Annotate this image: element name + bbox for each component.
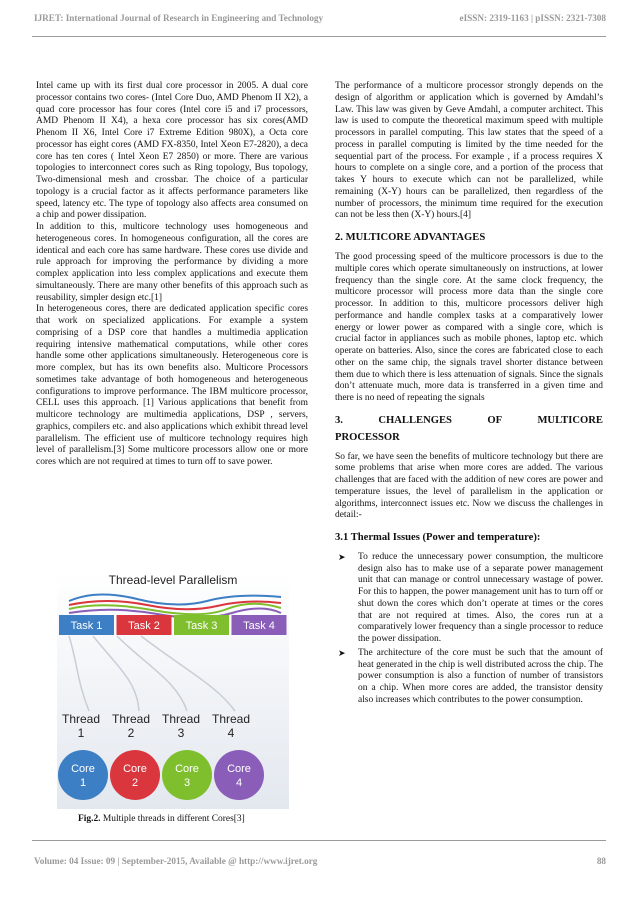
core-word-2: Core xyxy=(123,763,147,775)
core-circle-1 xyxy=(58,750,108,800)
left-paragraph-2: In addition to this, multicore technology uses homogeneous and heterogeneous cores. In homogeneous configuration, all the cores are identical and each core has same hardware. These cores use divide and rule approach for improving the performance by dividing a more complex application into less complex applications and execute them simultaneously. There are many other benefits of this approach such as reusability, simpler design etc.[1] xyxy=(36,222,308,303)
issn: eISSN: 2319-1163 | pISSN: 2321-7308 xyxy=(459,13,606,23)
section-heading-advantages: 2. MULTICORE ADVANTAGES xyxy=(335,232,486,243)
right-paragraph-2: The good processing speed of the multicore processors is due to the multiple cores which operate simultaneously on instructions, at lower frequency than the single core. At the same clock frequency, the multicore processor will process more data than the single core processor. In addition to this, multicore processors deliver high performance and handle complex tasks at a comparatively lower energy or lower power as compared with a single core, which is crucial factor in appliances such as mobile phones, laptop etc. which operate on batteries. Also, since the cores are fabricated close to each other on the same chip, the signals travel shorter distance between them due to which there is less attenuation of signals. Since the signals don’t attenuate much, more data is transferred in a given time and there is no need of repeating the signals xyxy=(335,252,603,403)
footer-rule xyxy=(32,840,606,841)
list-item: ➤ The architecture of the core must be such that the amount of heat generated in the chip is well distributed across the chip. The power consumption is also a function of number of transistors on a chip. When more cores are added, the transistor density also increases which contributes to the power consumption. xyxy=(338,647,603,705)
list-item: ➤ To reduce the unnecessary power consumption, the multicore design also has to make use of a separate power management unit that can manage or control unnecessary wastage of power. For this to happen, the power management unit has to turn off or shut down the cores which don’t operate at times or the cores that are not required at times. Also, the cores run at a comparatively lower frequency than a single processor to reduce the power dissipation. xyxy=(338,551,603,644)
core-circle-3 xyxy=(162,750,212,800)
right-paragraph-3: So far, we have seen the benefits of multicore technology but there are some problems that arise when more cores are added. The various challenges that are faced with the addition of new cores are power and temperature issues, the level of parallelism in the application or algorithms, interconnect issues etc. Now we discuss the challenges in detail:- xyxy=(335,451,603,521)
thread-number-3: 3 xyxy=(177,726,185,740)
core-number-4: 4 xyxy=(235,777,243,789)
core-word-3: Core xyxy=(175,763,199,775)
task-label-2: Task 2 xyxy=(128,620,160,632)
core-circle-2 xyxy=(110,750,160,800)
core-circle-4 xyxy=(214,750,264,800)
thread-number-4: 4 xyxy=(227,726,235,740)
subsection-heading-thermal: 3.1 Thermal Issues (Power and temperature): xyxy=(335,532,541,543)
left-column xyxy=(36,81,308,469)
page-footer xyxy=(32,840,606,880)
volume-info: Volume: 04 Issue: 09 | September-2015, Available @ http://www.ijret.org xyxy=(34,856,318,866)
core-word-4: Core xyxy=(227,763,251,775)
thread-number-2: 2 xyxy=(127,726,135,740)
figure-caption: Fig.2. Multiple threads in different Cores[3] xyxy=(78,814,245,824)
core-number-2: 2 xyxy=(131,777,139,789)
right-paragraph-1: The performance of a multicore processor strongly depends on the design of algorithm or application which is governed by Amdahl’s Law. This law was given by Geve Amdahl, a computer architect. This law is used to compute the theoretical maximum speed with multiple processors in parallel computing. This law states that the speed of a process in parallel computing is limited by the time needed for the sequential part of the process. For example , if a process requires X hours to complete on a single core, and a portion of the process that takes Y hours to execute which can not be parallelized, while remaining (X-Y) hours can be parallelized, then regardless of the number of processors, the minimum time required for the execution can not be less then (X-Y) hours.[4] xyxy=(335,81,603,221)
header-rule xyxy=(32,36,606,37)
right-column xyxy=(335,81,603,709)
core-number-1: 1 xyxy=(79,777,87,789)
thread-word-2: Thread xyxy=(111,712,151,726)
section-heading-challenges-cont: PROCESSOR xyxy=(335,431,400,443)
thread-parallelism-figure xyxy=(57,571,289,809)
thread-word-3: Thread xyxy=(161,712,201,726)
arrow-bullet-icon: ➤ xyxy=(338,647,346,658)
page-header xyxy=(32,9,606,33)
task-label-3: Task 3 xyxy=(185,620,218,632)
page-number: 88 xyxy=(596,856,606,866)
thread-word-4: Thread xyxy=(211,712,251,726)
section-heading-challenges: 3. CHALLENGES OF MULTICORE xyxy=(335,414,603,426)
figure-title: Thread-level Parallelism xyxy=(108,573,238,587)
core-number-3: 3 xyxy=(183,777,191,789)
arrow-bullet-icon: ➤ xyxy=(338,551,346,562)
thread-number-1: 1 xyxy=(77,726,85,740)
journal-title: IJRET: International Journal of Research in Engineering and Technology xyxy=(34,13,324,23)
task-label-1: Task 1 xyxy=(70,620,103,632)
left-paragraph-1: Intel came up with its first dual core processor in 2005. A dual core processor contains two cores- (Intel Core Duo, AMD Phenom II X2), a quad core processor has four cores (Intel core i5 and i7 processors, AMD Phenom II X4), a hexa core processor has six cores(AMD Phenom II X6, Intel Core i7 Extreme Edition 980X), a Octa core processor has eight cores (AMD FX-8350, Intel Xeon E7-2820), a deca core has ten cores ( Intel Xeon E7 2850) or more. There are various topologies to interconnect cores such as Ring topology, Bus topology, Two-dimensional mesh and crossbar. The choice of a particular topology is a crucial factor as it affects performance parameters like speed, latency etc. The type of topology also affects area consumed on a chip and power dissipation. xyxy=(36,81,308,221)
thermal-list xyxy=(335,552,603,707)
core-word-1: Core xyxy=(71,763,95,775)
task-label-4: Task 4 xyxy=(243,620,275,632)
left-paragraph-3: In heterogeneous cores, there are dedicated application specific cores that work on specialized applications. For example a system comprising of a DSP core that handles a multimedia application requiring intensive mathematical computations, while other cores handle some other applications simultaneously. Heterogeneous core is more complex, but has its own benefits also. Multicore Processors sometimes take advantage of both homogeneous and heterogeneous configurations to improve performance. The IBM multicore processor, CELL uses this approach. [1] Various applications that benefit from multicore technology are multimedia applications, DSP , servers, graphics, compilers etc. and also applications which exhibit thread level parallelism. The efficient use of multicore technology requires high level of parallelism.[3] Some multicore processors allow one or more cores which are not required at times to turn off to save power. xyxy=(36,304,308,467)
thread-word-1: Thread xyxy=(61,712,101,726)
